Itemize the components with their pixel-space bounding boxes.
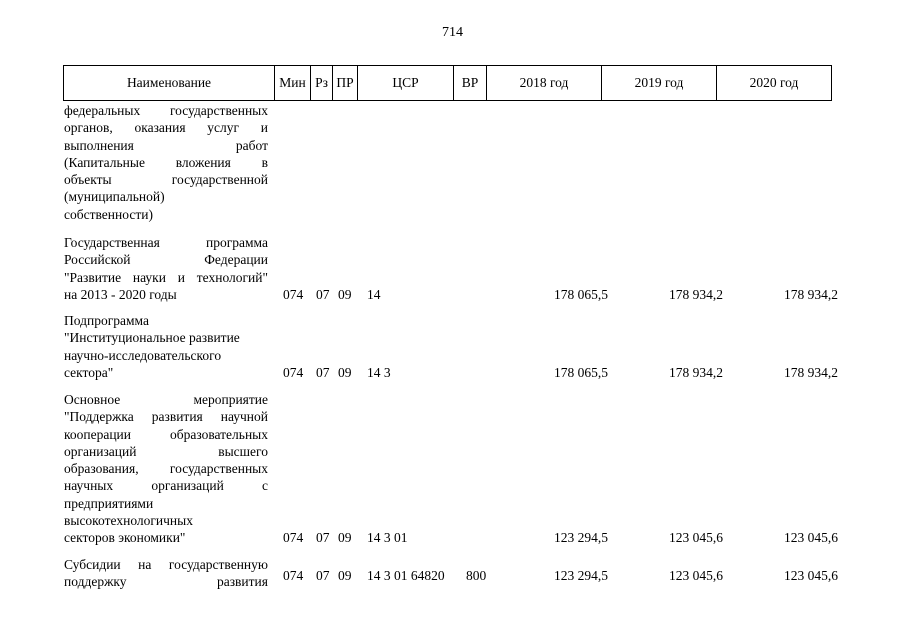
cell-pr: 09 <box>338 530 352 545</box>
row-name <box>64 312 268 381</box>
cell-2019: 123 045,6 <box>669 530 723 545</box>
row-name-line: собственности) <box>64 206 153 222</box>
cell-rz: 07 <box>316 287 330 302</box>
row-name-line: Государственная программа <box>64 235 268 250</box>
row-name-line: предприятиями <box>64 495 154 511</box>
row-name-line: Основное мероприятие <box>64 392 268 407</box>
row-name-line: Российской Федерации <box>64 252 268 268</box>
row-name-line: (Капитальные вложения в <box>64 154 268 170</box>
cell-vr: 800 <box>466 568 487 583</box>
row-name <box>64 556 268 591</box>
cell-2018: 178 065,5 <box>554 287 608 302</box>
cell-min: 074 <box>283 365 304 380</box>
row-name-line: федеральных государственных <box>64 103 268 118</box>
row-name-line: Субсидии на государственную <box>64 557 268 572</box>
cell-2019: 123 045,6 <box>669 568 723 583</box>
row-name <box>64 234 268 303</box>
row-name <box>64 102 268 223</box>
row-name-line: высокотехнологичных <box>64 513 193 529</box>
row-name <box>64 391 268 547</box>
header-pr: ПР <box>333 66 358 101</box>
row-name-line: "Поддержка развития научной <box>64 409 268 425</box>
cell-rz: 07 <box>316 365 330 380</box>
cell-rz: 07 <box>316 530 330 545</box>
header-2019: 2019 год <box>602 66 717 101</box>
row-name-line: кооперации образовательных <box>64 426 268 442</box>
cell-pr: 09 <box>338 287 352 302</box>
page-number: 714 <box>442 25 463 40</box>
cell-csr: 14 <box>367 287 381 302</box>
header-name: Наименование <box>64 66 275 101</box>
cell-2019: 178 934,2 <box>669 365 723 380</box>
row-name-line: сектора" <box>64 364 114 380</box>
cell-2020: 123 045,6 <box>784 568 838 583</box>
cell-csr: 14 3 <box>367 365 391 380</box>
cell-2018: 178 065,5 <box>554 365 608 380</box>
row-name-line: органов, оказания услуг и <box>64 120 268 136</box>
cell-2020: 178 934,2 <box>784 287 838 302</box>
cell-min: 074 <box>283 530 304 545</box>
header-vr: ВР <box>454 66 487 101</box>
header-rz: Рз <box>311 66 333 101</box>
cell-min: 074 <box>283 568 304 583</box>
header-min: Мин <box>275 66 311 101</box>
cell-pr: 09 <box>338 365 352 380</box>
row-name-line: объекты государственной <box>64 172 268 188</box>
cell-rz: 07 <box>316 568 330 583</box>
cell-2020: 123 045,6 <box>784 530 838 545</box>
row-name-line: выполнения работ <box>64 137 268 153</box>
row-name-line: научно-исследовательского <box>64 347 222 363</box>
cell-2019: 178 934,2 <box>669 287 723 302</box>
cell-pr: 09 <box>338 568 352 583</box>
row-name-line: поддержку развития <box>64 574 268 590</box>
cell-2020: 178 934,2 <box>784 365 838 380</box>
table-header <box>63 65 832 101</box>
row-name-line: научных организаций с <box>64 478 268 494</box>
row-name-line: "Институциональное развитие <box>64 330 240 346</box>
row-name-line: секторов экономики" <box>64 530 186 546</box>
row-name-line: на 2013 - 2020 годы <box>64 286 177 302</box>
cell-csr: 14 3 01 <box>367 530 408 545</box>
cell-2018: 123 294,5 <box>554 568 608 583</box>
cell-csr: 14 3 01 64820 <box>367 568 445 583</box>
header-2020: 2020 год <box>717 66 832 101</box>
row-name-line: Подпрограмма <box>64 313 149 328</box>
header-csr: ЦСР <box>358 66 454 101</box>
row-name-line: (муниципальной) <box>64 189 165 205</box>
row-name-line: организаций высшего <box>64 443 268 459</box>
cell-min: 074 <box>283 287 304 302</box>
header-2018: 2018 год <box>487 66 602 101</box>
row-name-line: образования, государственных <box>64 461 268 477</box>
cell-2018: 123 294,5 <box>554 530 608 545</box>
row-name-line: "Развитие науки и технологий" <box>64 269 268 285</box>
